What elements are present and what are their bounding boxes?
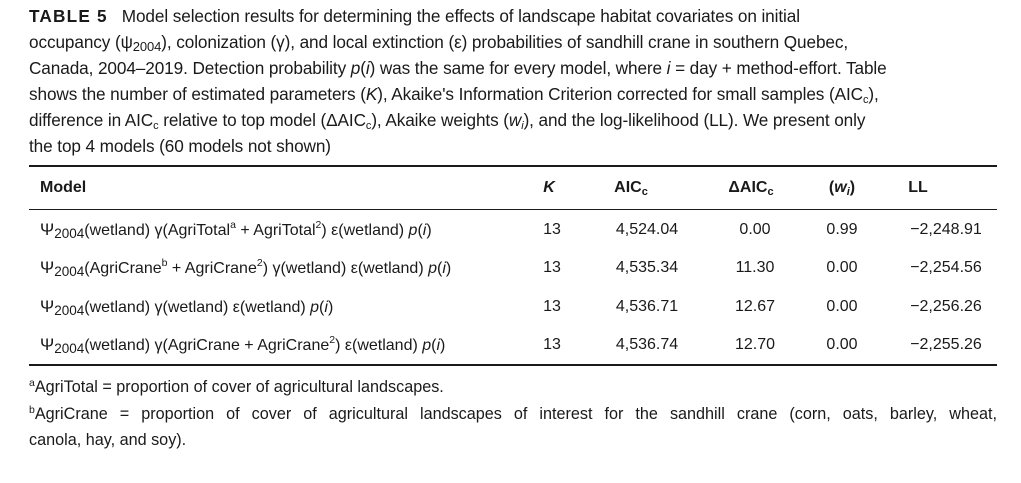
row-2-weight: 0.00 <box>826 259 858 276</box>
row-3-weight: 0.00 <box>826 298 858 315</box>
table-bottom-rule <box>29 364 997 366</box>
row-2-model: $\Psi_{2004}(AgriCrane^b$ + AgriCrane$^2$) γ(wetland) ε(wetland) p(i) <box>40 257 452 279</box>
header-ll: LL <box>908 179 928 196</box>
table-top-rule <box>29 165 997 167</box>
row-1-weight: 0.99 <box>826 221 858 238</box>
table-caption <box>29 3 997 159</box>
table-header-rule <box>29 209 997 210</box>
row-4-model: $\Psi_{2004}(wetland)$ γ(AgriCrane + AgriCrane$^2$) ε(wetland) p(i) <box>40 334 446 356</box>
row-3-model: $\Psi_{2004}(wetland)$ γ(wetland) ε(wetland) p(i) <box>40 297 334 318</box>
footnote-b-line-1: $^b$AgriCrane = proportion of cover of agricultural landscapes of interest for the sandhill crane (corn, oats, barley, wheat, <box>29 404 997 423</box>
row-4-k: 13 <box>543 336 561 353</box>
row-4-ll: −2,255.26 <box>910 336 982 353</box>
footnote-b-line-2: canola, hay, and soy). <box>29 431 187 449</box>
row-3-delta: 12.67 <box>734 298 776 315</box>
header-model: Model <box>40 179 87 196</box>
row-3-ll: −2,256.26 <box>910 298 982 315</box>
caption-line-5: difference in $AIC_c$ relative to top model $(\Delta AIC_c)$, Akaike weights $(w_i)$, and the log-likelihood (LL). We present only <box>29 110 866 132</box>
header-delta-aicc: $\Delta AIC_c$ <box>728 179 774 198</box>
caption-line-2: occupancy $(\psi_{2004})$, colonization (γ), and local extinction (ε) probabilities of sandhill crane in southern Quebec, <box>29 32 849 54</box>
header-weights: $(w_i)$ <box>828 179 856 198</box>
header-aicc: $AIC_c$ <box>614 179 648 198</box>
caption-text-1: Model selection results for determining the effects of landscape habitat covariates on initial <box>121 6 800 26</box>
caption-line-6: the top 4 models (60 models not shown) <box>29 136 331 156</box>
row-1-ll: −2,248.91 <box>910 221 982 238</box>
row-1-k: 13 <box>543 221 561 238</box>
row-2-k: 13 <box>543 259 561 276</box>
row-4-weight: 0.00 <box>826 336 858 353</box>
row-2-ll: −2,254.56 <box>910 259 982 276</box>
row-4-aicc: 4,536.74 <box>615 336 679 353</box>
row-1-delta: 0.00 <box>739 221 771 238</box>
caption-line-4: shows the number of estimated parameters (K), Akaike's Information Criterion corrected for small samples $(AIC_c)$, <box>29 84 879 106</box>
row-3-aicc: 4,536.71 <box>615 298 679 315</box>
row-1-model: $\Psi_{2004}(wetland)$ γ(AgriTotal$^a$ + AgriTotal$^2$) ε(wetland) p(i) <box>40 219 432 241</box>
footnote-a: $^a$AgriTotal = proportion of cover of agricultural landscapes. <box>29 377 444 396</box>
caption-line-1 <box>29 3 997 29</box>
row-4-delta: 12.70 <box>734 336 776 353</box>
table-number: TABLE 5 <box>29 6 108 26</box>
row-2-delta: 11.30 <box>735 259 775 276</box>
row-2-aicc: 4,535.34 <box>615 259 679 276</box>
row-1-aicc: 4,524.04 <box>615 221 679 238</box>
caption-line-3: Canada, 2004–2019. Detection probability p(i) was the same for every model, where i = day + method-effort. Table <box>29 58 887 78</box>
row-3-k: 13 <box>543 298 561 315</box>
footnote-b <box>29 401 997 453</box>
header-k: K <box>543 179 555 196</box>
